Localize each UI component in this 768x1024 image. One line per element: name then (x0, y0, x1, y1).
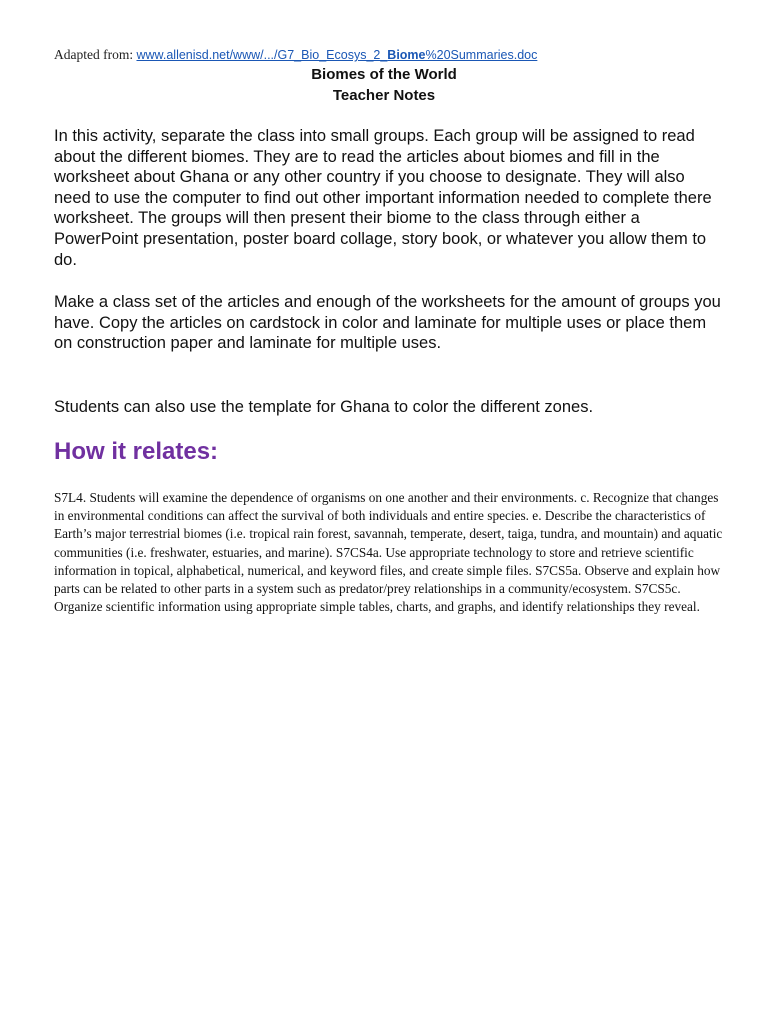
source-link-bold: Biome (387, 48, 426, 62)
source-link-start: www.allenisd.net/www/.../G7_Bio_Ecosys_2_ (136, 48, 388, 62)
materials-paragraph: Make a class set of the articles and enough of the worksheets for the amount of groups you have. Copy the articles on cardstock in color and laminate for multiple uses or place them on construction paper and laminate for multiple uses. (54, 293, 721, 353)
document-title: Biomes of the World (311, 66, 457, 83)
how-it-relates-heading: How it relates: (54, 438, 219, 465)
source-link-end: %20Summaries.doc (425, 48, 538, 62)
source-prefix: Adapted from: (54, 47, 137, 62)
activity-paragraph: In this activity, separate the class into small groups. Each group will be assigned to read about the different biomes. They are to read the articles about biomes and fill in the worksheet about Ghana or any other country if you choose to designate. They will also need to use the computer to find out other important information needed to complete there worksheet. The groups will then present their biome to the class through either a PowerPoint presentation, poster board collage, story book, or whatever you allow them to do. (54, 127, 712, 269)
template-paragraph: Students can also use the template for Ghana to color the different zones. (54, 398, 594, 416)
source-link[interactable] (136, 48, 537, 62)
source-attribution (54, 47, 537, 63)
document-subtitle: Teacher Notes (332, 87, 436, 104)
standards-text: S7L4. Students will examine the dependence of organisms on one another and their environments. c. Recognize that changes in environmental conditions can affect the survival of both individuals and entire species. e. Describe the characteristics of Earth’s major terrestrial biomes (i.e. tropical rain forest, savannah, temperate, desert, taiga, tundra, and mountain) and aquatic communities (i.e. freshwater, estuaries, and marine). S7CS4a. Use appropriate technology to store and retrieve scientific information in topical, alphabetical, numerical, and keyword files, and create simple files. S7CS5a. Observe and explain how parts can be related to other parts in a system such as predator/prey relationships in a community/ecosystem. S7CS5c. Organize scientific information using appropriate simple tables, charts, and graphs, and identify relationships they reveal. (54, 490, 723, 615)
